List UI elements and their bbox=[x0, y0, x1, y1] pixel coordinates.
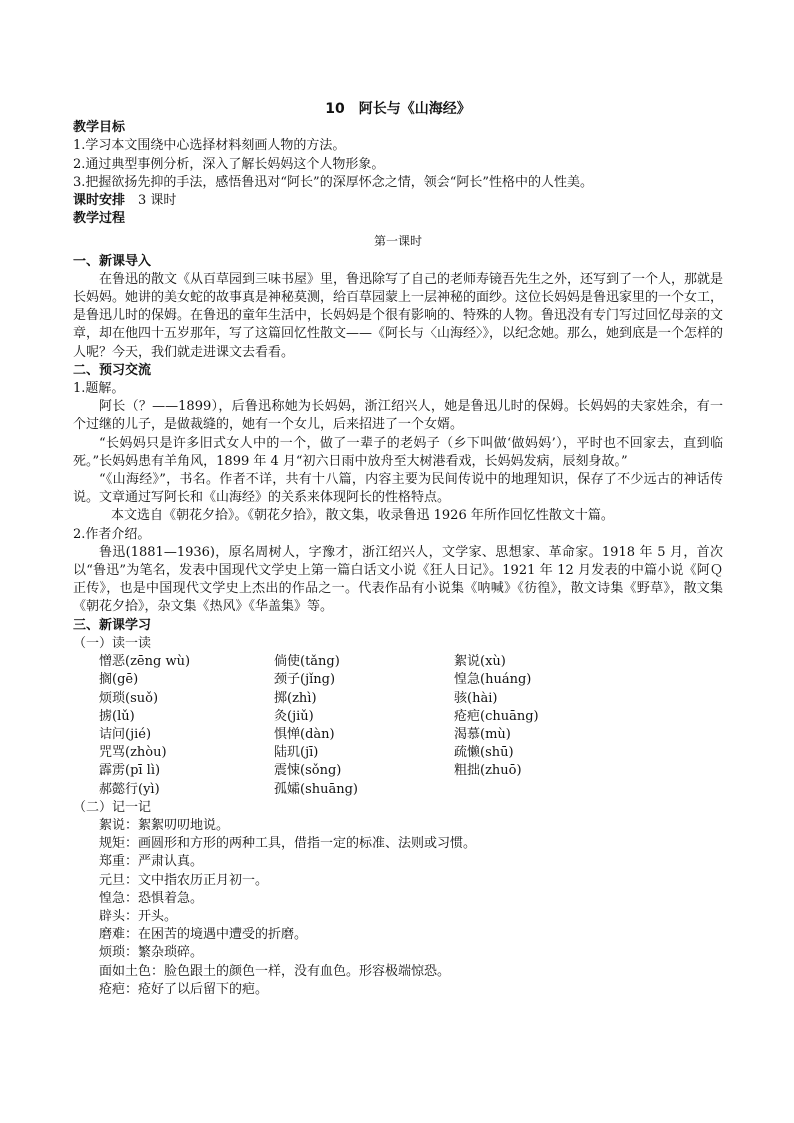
vocab-item: 惧惮(dàn) bbox=[274, 726, 335, 742]
definition-item: 絮说：絮絮叨叨地说。 bbox=[99, 817, 230, 833]
vocab-item: 咒骂(zhòu) bbox=[99, 745, 167, 761]
section-2-paragraph-3: “《山海经》”，书名。作者不详，共有十八篇，内容主要为民间传说中的地理知识，保存了不少远古的神话传说。文章通过写阿长和《山海经》的关系来体现阿长的性格特点。 bbox=[73, 472, 723, 506]
vocab-item: 灸(jiǔ) bbox=[274, 708, 314, 724]
page-title: 10 阿长与《山海经》 bbox=[325, 101, 471, 117]
definition-item: 规矩：画圆形和方形的两种工具，借指一定的标准、法则或习惯。 bbox=[99, 836, 477, 852]
section-2-paragraph-5: 鲁迅(1881—1936)，原名周树人，字豫才，浙江绍兴人，文学家、思想家、革命家。1918 年 5 月，首次以“鲁迅”为笔名，发表中国现代文学史上第一篇白话文小说《狂人日记》。1921 年 12 月发表的中篇小说《阿Ｑ正传》，也是中国现代文学史上杰出的作品之一。代表作品有小说集《呐喊》《彷徨》，散文诗集《野草》，散文集《朝花夕拾》，杂文集《热风》《华盖集》等。 bbox=[73, 544, 723, 615]
definition-item: 烦琐：繁杂琐碎。 bbox=[99, 945, 204, 961]
definition-item: 惶急：恐惧着急。 bbox=[99, 890, 204, 906]
vocab-item: 掷(zhì) bbox=[274, 690, 317, 706]
section-2-paragraph-1: 阿长（？——1899），后鲁迅称她为长妈妈，浙江绍兴人，她是鲁迅儿时的保姆。长妈妈的夫家姓余，有一个过继的儿子，是做裁缝的，她有一个女儿，后来招进了一个女婿。 bbox=[73, 399, 723, 433]
vocab-item: 霹雳(pī lì) bbox=[99, 763, 161, 779]
goal-item: 2.通过典型事例分析，深入了解长妈妈这个人物形象。 bbox=[73, 156, 385, 172]
vocab-item: 颈子(jǐng) bbox=[274, 672, 336, 688]
vocab-item: 陆玑(jī) bbox=[274, 745, 319, 761]
vocab-item: 疮疤(chuāng) bbox=[454, 708, 539, 724]
process-heading: 教学过程 bbox=[73, 211, 126, 227]
vocab-item: 絮说(xù) bbox=[454, 654, 506, 670]
section-2-item-2: 2.作者介绍。 bbox=[73, 526, 151, 542]
vocab-item: 震悚(sǒng) bbox=[274, 763, 342, 779]
vocab-item: 骇(hài) bbox=[454, 690, 498, 706]
definition-item: 疮疤：疮好了以后留下的疤。 bbox=[99, 981, 269, 997]
vocab-item: 粗拙(zhuō) bbox=[454, 763, 522, 779]
section-2-paragraph-2: “长妈妈只是许多旧式女人中的一个，做了一辈子的老妈子（乡下叫做‘做妈妈’），平时也不回家去，直到临死。”长妈妈患有羊角风，1899 年 4 月“初六日雨中放舟至大树港看戏，长妈妈发病，辰刻身故。” bbox=[73, 435, 723, 469]
definition-item: 磨难：在困苦的境遇中遭受的折磨。 bbox=[99, 927, 308, 943]
vocab-item: 搁(gē) bbox=[99, 672, 139, 688]
vocab-grid bbox=[73, 653, 723, 799]
goals-heading: 教学目标 bbox=[73, 120, 126, 136]
section-1-paragraph: 在鲁迅的散文《从百草园到三味书屋》里，鲁迅除写了自己的老师寿镜吾先生之外，还写到了一个人，那就是长妈妈。她讲的美女蛇的故事真是神秘莫测，给百草园蒙上一层神秘的面纱。这位长妈妈是鲁迅家里的一个女工，是鲁迅儿时的保姆。在鲁迅的童年生活中，长妈妈是个很有影响的、特殊的人物。鲁迅没有专门写过回忆母亲的文章，却在他四十五岁那年，写了这篇回忆性散文——《阿长与〈山海经〉》，以纪念她。那么，她到底是一个怎样的人呢？今天，我们就走进课文去看看。 bbox=[73, 271, 724, 360]
vocab-item: 惶急(huáng) bbox=[454, 672, 532, 688]
remember-heading: （二）记一记 bbox=[73, 799, 152, 815]
schedule-line bbox=[73, 192, 723, 210]
lesson-title: 第一课时 bbox=[373, 234, 422, 249]
vocab-item: 倘使(tǎng) bbox=[274, 654, 340, 670]
vocab-item: 渴慕(mù) bbox=[454, 726, 511, 742]
section-3-heading: 三、新课学习 bbox=[73, 617, 152, 633]
goals-list bbox=[73, 137, 723, 192]
definition-item: 辟头：开头。 bbox=[99, 908, 178, 924]
section-2-heading: 二、预习交流 bbox=[73, 362, 152, 378]
schedule-label: 课时安排 bbox=[73, 193, 126, 209]
schedule-value: 3 课时 bbox=[125, 193, 177, 209]
section-2-paragraph-4: 本文选自《朝花夕拾》。《朝花夕拾》，散文集，收录鲁迅 1926 年所作回忆性散文十篇。 bbox=[111, 508, 614, 524]
vocab-item: 疏懒(shū) bbox=[454, 745, 514, 761]
definition-item: 面如土色：脸色跟土的颜色一样，没有血色。形容极端惊恐。 bbox=[99, 963, 451, 979]
definitions-list bbox=[73, 817, 723, 999]
vocab-item: 憎恶(zēng wù) bbox=[99, 654, 191, 670]
vocab-item bbox=[454, 781, 634, 799]
vocab-item: 孤孀(shuāng) bbox=[274, 781, 359, 797]
definition-item: 郑重：严肃认真。 bbox=[99, 854, 204, 870]
goal-item: 3.把握欲扬先抑的手法，感悟鲁迅对“阿长”的深厚怀念之情，领会“阿长”性格中的人性美。 bbox=[73, 174, 593, 190]
vocab-item: 诘问(jié) bbox=[99, 726, 152, 742]
document-page bbox=[73, 100, 723, 999]
definition-item: 元旦：文中指农历正月初一。 bbox=[99, 872, 269, 888]
read-heading: （一）读一读 bbox=[73, 635, 152, 651]
vocab-item: 掳(lǔ) bbox=[99, 708, 135, 724]
goal-item: 1.学习本文围绕中心选择材料刻画人物的方法。 bbox=[73, 138, 346, 154]
section-1-heading: 一、新课导入 bbox=[73, 253, 152, 269]
vocab-item: 郝懿行(yì) bbox=[99, 781, 160, 797]
section-2-item-1: 1.题解。 bbox=[73, 381, 125, 397]
vocab-item: 烦琐(suǒ) bbox=[99, 690, 159, 706]
